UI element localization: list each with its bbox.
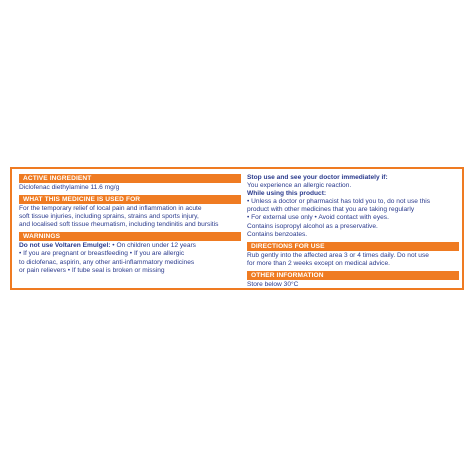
while-using-line: • For external use only • Avoid contact with eyes. [247,214,389,222]
directions-heading: DIRECTIONS FOR USE [247,242,459,251]
directions-text [247,251,459,271]
while-using-line: Contains isopropyl alcohol as a preservative. [247,222,378,230]
warnings-line: • If you are pregnant or breastfeeding • If you are allergic [19,250,185,258]
used-for-line: For the temporary relief of local pain and inflammation in acute [19,205,202,213]
other-info-heading: OTHER INFORMATION [247,271,459,280]
used-for-heading: WHAT THIS MEDICINE IS USED FOR [19,195,241,204]
while-using-line: Contains benzoates. [247,230,308,238]
warnings-line: to diclofenac, aspirin, any other anti-inflammatory medicines [19,258,195,266]
stop-use-heading: Stop use and see your doctor immediately if: [247,174,388,181]
medicine-label-panel [10,167,464,290]
while-using-line: • Unless a doctor or pharmacist has told you to, do not use this [247,198,430,206]
warnings-text [19,241,241,277]
active-ingredient-heading: ACTIVE INGREDIENT [19,174,241,183]
warnings-line: or pain relievers • If tube seal is broken or missing [19,266,165,274]
used-for-line: soft tissue injuries, including sprains, strains and sports injury, [19,213,199,221]
warnings-first-line [19,242,241,250]
warnings-heading: WARNINGS [19,232,241,241]
active-ingredient-value: Diclofenac diethylamine 11.6 mg/g [19,184,120,191]
directions-line: Rub gently into the affected area 3 or 4 times daily. Do not use [247,251,429,259]
used-for-text [19,204,241,232]
stop-use-section [247,174,459,242]
warnings-lead: Do not use Voltaren Emulgel: [19,242,111,250]
label-right-column [247,174,459,292]
used-for-line: and localised soft tissue rheumatism, including tendinitis and bursitis [19,221,219,229]
directions-line: for more than 2 weeks except on medical advice. [247,259,390,267]
other-info-value: Store below 30°C [247,280,299,288]
active-ingredient-text [19,183,241,195]
label-left-column [19,174,241,278]
stop-use-text: You experience an allergic reaction. [247,182,352,190]
while-using-heading: While using this product: [247,190,327,198]
while-using-line: product with other medicines that you are taking regularly [247,206,415,214]
other-info-text [247,280,459,292]
warnings-line1-rest: • On children under 12 years [110,242,196,250]
